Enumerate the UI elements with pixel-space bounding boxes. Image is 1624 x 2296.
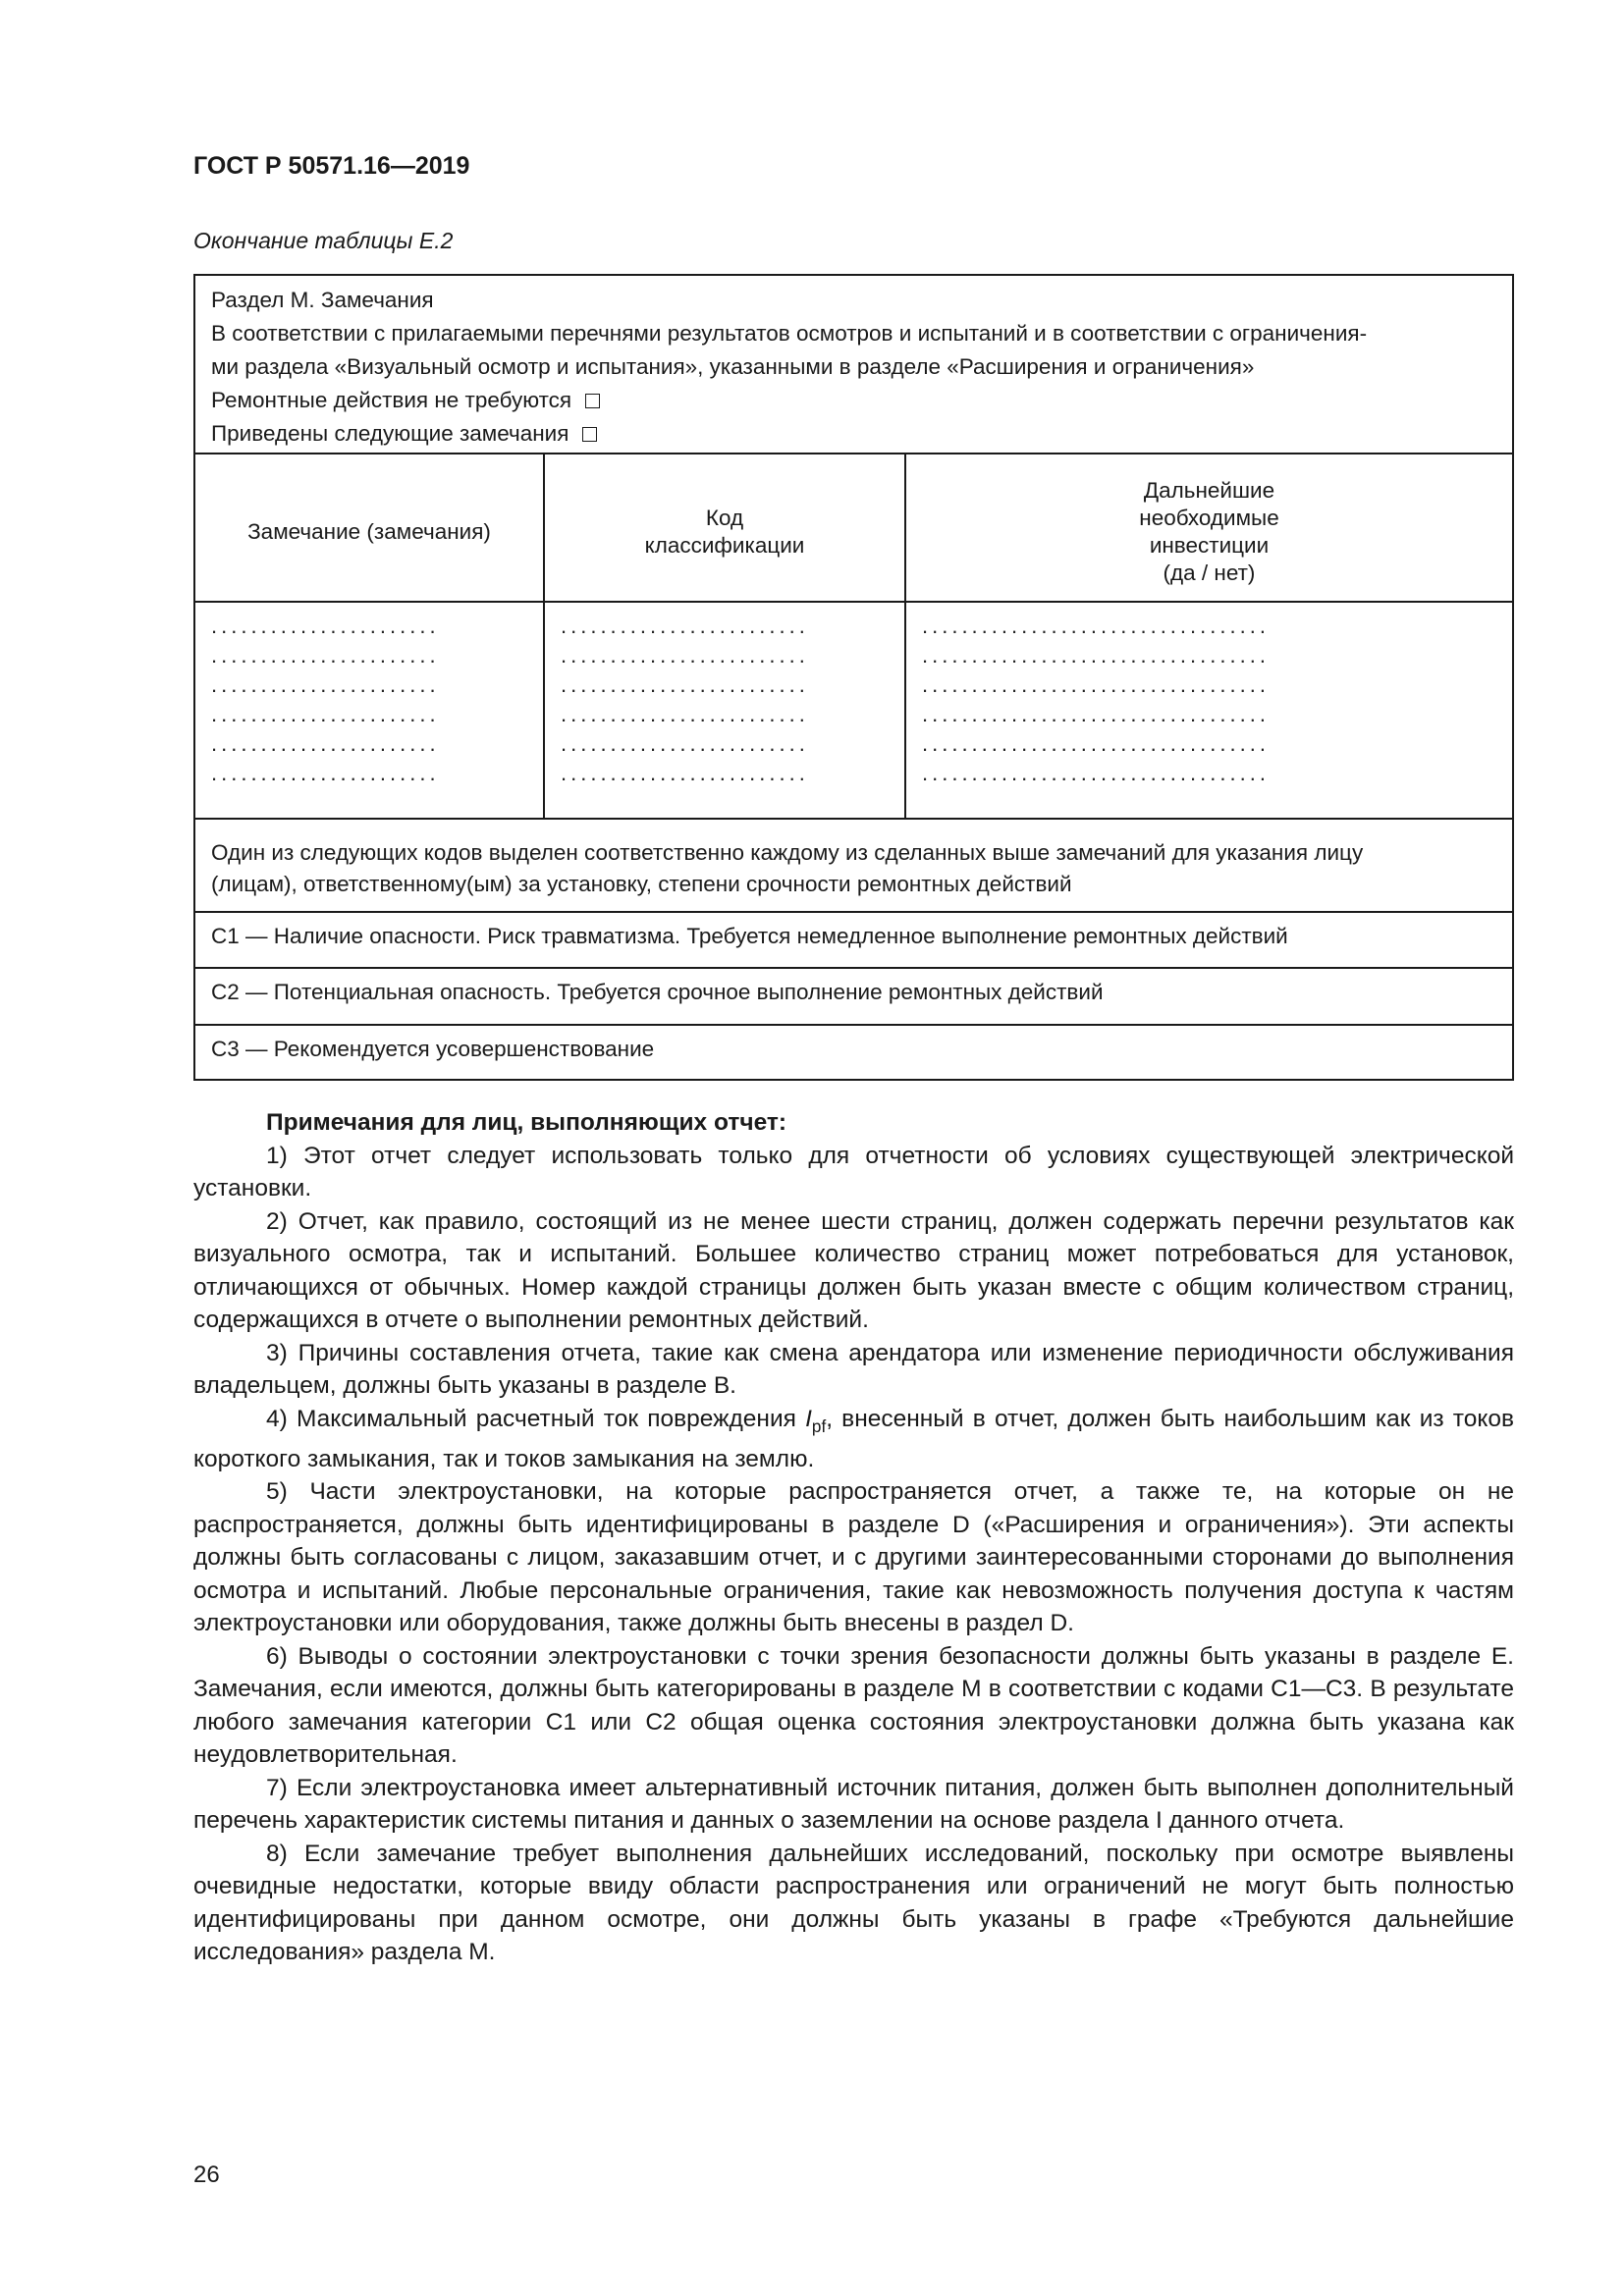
remarks-checkbox[interactable] (582, 427, 597, 442)
no-repair-checkbox[interactable] (585, 394, 600, 408)
header-investment-line4: (да / нет) (1163, 561, 1256, 585)
notes-section (193, 1106, 1514, 1969)
notes-title: Примечания для лиц, выполняющих отчет: (266, 1109, 787, 1136)
remarks-table (193, 274, 1514, 1081)
column-divider (543, 453, 545, 819)
option-no-repair (211, 384, 1502, 417)
header-investment-line1: Дальнейшие (1143, 478, 1275, 503)
section-m-block (211, 284, 1502, 451)
option-remarks-label: Приведены следующие замечания (211, 421, 569, 446)
column-divider (904, 453, 906, 819)
header-remark-label: Замечание (замечания) (247, 519, 491, 544)
section-m-text-line1: В соответствии с прилагаемыми перечнями результатов осмотров и испытаний и в соответствии с ограничения- (211, 321, 1368, 346)
header-investment (906, 462, 1512, 602)
header-investment-line2: необходимые (1139, 506, 1279, 530)
header-code-line1: Код (705, 506, 744, 530)
header-code-line2: классификации (644, 533, 805, 558)
header-remark (195, 462, 543, 602)
note-2: 2) Отчет, как правило, состоящий из не менее шести страниц, должен содержать перечни результатов как визуального осмотра, так и испытаний. Большее количество страниц может потребоваться для установок, отличающихся от обычных. Номер каждой страницы должен быть указан вместе с общим количеством страниц, содержащихся в отчете о выполнении ремонтных действий. (193, 1207, 1514, 1333)
option-no-repair-label: Ремонтные действия не требуются (211, 388, 572, 412)
header-investment-line3: инвестиции (1149, 533, 1270, 558)
codes-intro-line2: (лицам), ответственному(ым) за установку, степени срочности ремонтных действий (211, 872, 1072, 896)
code-c3: С3 — Рекомендуется усовершенствование (211, 1037, 655, 1061)
option-remarks (211, 417, 1502, 451)
note-4-end: , внесенный в отчет, должен быть наибольшим как из токов короткого замыкания, так и токов замыкания на землю. (193, 1405, 1515, 1472)
codes-intro-line1: Один из следующих кодов выделен соответственно каждому из сделанных выше замечаний для указания лицу (211, 840, 1364, 865)
divider (195, 1024, 1512, 1026)
divider (195, 911, 1512, 913)
investment-fill-lines[interactable]: ................................... ................................... ................................... ................................... ................................... ................................... (922, 614, 1270, 785)
note-5: 5) Части электроустановки, на которые распространяется отчет, а также те, на которые он не распространяется, должны быть идентифицированы в разделе D («Расширения и ограничения»). Эти аспекты должны быть согласованы с лицом, заказавшим отчет, и с другими заинтересованными сторонами до выполнения осмотра и испытаний. Любые персональные ограничения, такие как невозможность получения доступа к частям электроустановки или оборудования, также должны быть внесены в раздел D. (193, 1478, 1514, 1637)
note-1: 1) Этот отчет следует использовать только для отчетности об условиях существующей электрической установки. (193, 1142, 1514, 1201)
header-code (545, 462, 904, 602)
code-fill-lines[interactable]: ......................... ......................... ......................... ......................... ......................... ......................... (561, 614, 809, 785)
codes-intro (211, 837, 1502, 900)
divider (195, 453, 1512, 454)
document-header: ГОСТ Р 50571.16—2019 (193, 152, 470, 180)
current-symbol: I (805, 1405, 812, 1432)
page-number: 26 (193, 2162, 220, 2188)
divider (195, 601, 1512, 603)
current-subscript: pf (811, 1415, 827, 1436)
note-3: 3) Причины составления отчета, такие как смена арендатора или изменение периодичности обслуживания владельцем, должны быть указаны в разделе В. (193, 1339, 1514, 1399)
divider (195, 818, 1512, 820)
note-8: 8) Если замечание требует выполнения дальнейших исследований, поскольку при осмотре выявлены очевидные недостатки, которые ввиду области распространения или ограничений не могут быть полностью идентифицированы при данном осмотре, они должны быть указаны в графе «Требуются дальнейшие исследования» раздела М. (193, 1840, 1514, 1966)
code-c2: С2 — Потенциальная опасность. Требуется срочное выполнение ремонтных действий (211, 980, 1104, 1004)
table-caption: Окончание таблицы Е.2 (193, 228, 454, 253)
note-6: 6) Выводы о состоянии электроустановки с точки зрения безопасности должны быть указаны в разделе Е. Замечания, если имеются, должны быть категорированы в разделе М в соответствии с кодами С1—С3. В результате любого замечания категории С1 или С2 общая оценка состояния электроустановки должна быть указана как неудовлетворительная. (193, 1642, 1514, 1769)
section-m-title: Раздел М. Замечания (211, 288, 434, 312)
code-c1: С1 — Наличие опасности. Риск травматизма. Требуется немедленное выполнение ремонтных действий (211, 924, 1288, 948)
note-4-start: 4) Максимальный расчетный ток повреждения (266, 1405, 806, 1432)
divider (195, 967, 1512, 969)
remark-fill-lines[interactable]: ....................... ....................... ....................... ....................... ....................... ....................... (211, 614, 440, 785)
section-m-text-line2: ми раздела «Визуальный осмотр и испытания», указанными в разделе «Расширения и ограничения» (211, 354, 1255, 379)
note-7: 7) Если электроустановка имеет альтернативный источник питания, должен быть выполнен дополнительный перечень характеристик системы питания и данных о заземлении на основе раздела I данного отчета. (193, 1774, 1514, 1835)
note-4 (193, 1403, 1514, 1476)
